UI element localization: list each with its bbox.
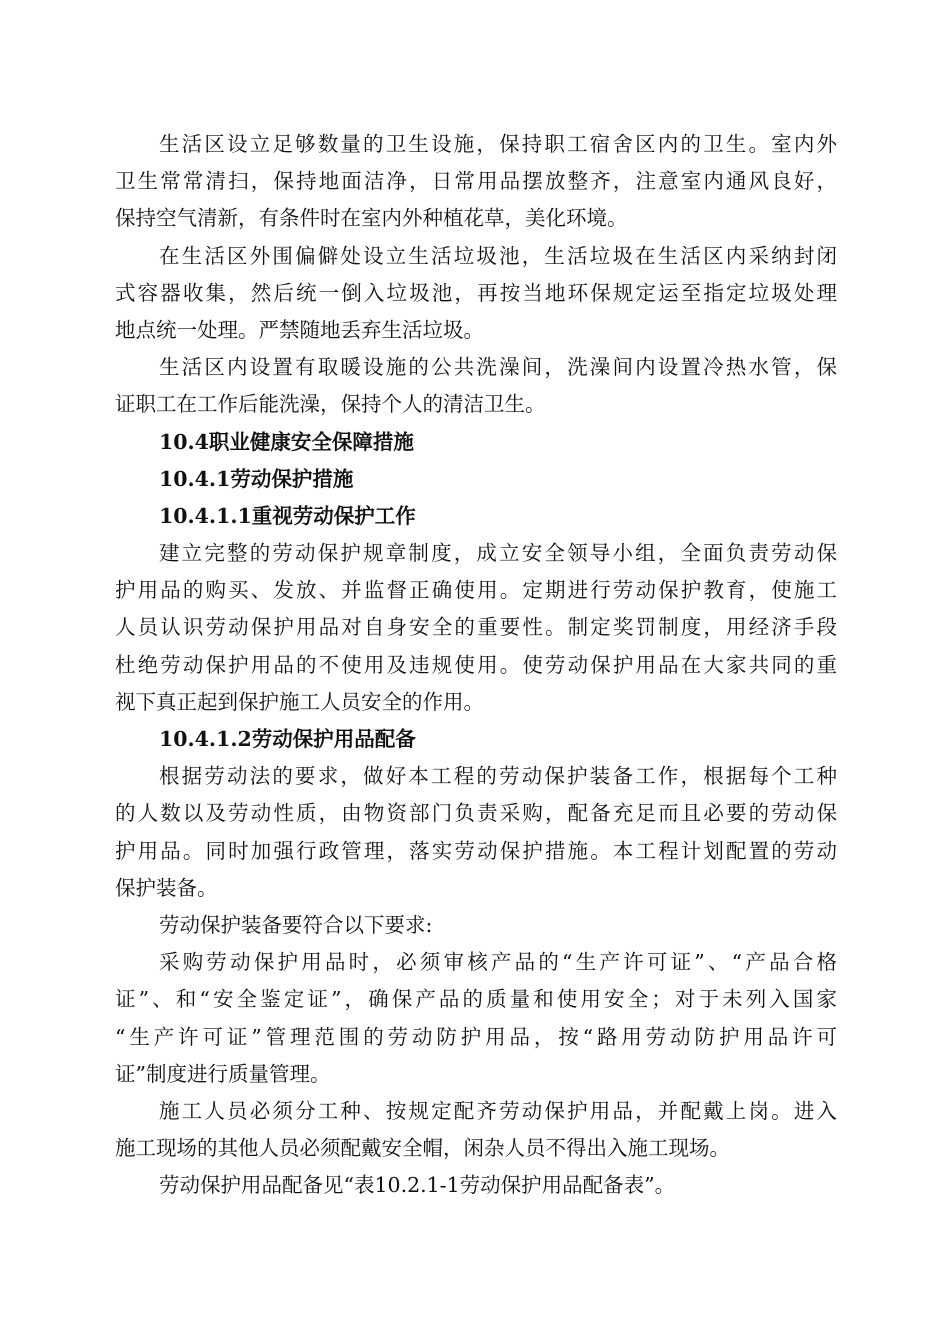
text-line: 的人数以及劳动性质，由物资部门负责采购，配备充足而且必要的劳动保 <box>115 801 837 826</box>
text-line: 施工人员必须分工种、按规定配齐劳动保护用品，并配戴上岗。进入 <box>159 1098 837 1123</box>
text-line: 劳动保护装备要符合以下要求: <box>159 912 433 937</box>
text-line: 地点统一处理。严禁随地丢弃生活垃圾。 <box>115 317 484 342</box>
text-line: 保护装备。 <box>115 875 218 900</box>
paragraph <box>115 1167 837 1204</box>
text-line: 在生活区外围偏僻处设立生活垃圾池，生活垃圾在生活区内采纳封闭 <box>159 243 837 268</box>
paragraph <box>115 1093 837 1167</box>
paragraph <box>115 758 837 907</box>
text-line: 护用品的购买、发放、并监督正确使用。定期进行劳动保护教育，使施工 <box>115 578 837 603</box>
text-line: “生产许可证”管理范围的劳动防护用品，按“路用劳动防护用品许可 <box>115 1024 837 1049</box>
paragraph <box>115 944 837 1093</box>
text-line: 视下真正起到保护施工人员安全的作用。 <box>115 689 484 714</box>
text-line: 保持空气清新，有条件时在室内外种植花草，美化环境。 <box>115 206 628 231</box>
text-line: 生活区设立足够数量的卫生设施，保持职工宿舍区内的卫生。室内外 <box>159 132 837 156</box>
text-line: 证”、和“安全鉴定证”，确保产品的质量和使用安全；对于未列入国家 <box>115 987 837 1012</box>
text-line: 式容器收集，然后统一倒入垃圾池，再按当地环保规定运至指定垃圾处理 <box>115 280 837 305</box>
paragraph <box>115 535 837 721</box>
section-heading: 10.4.1.1重视劳动保护工作 <box>159 503 416 528</box>
section-heading: 10.4.1.2劳动保护用品配备 <box>159 727 416 751</box>
text-line: 施工现场的其他人员必须配戴安全帽，闲杂人员不得出入施工现场。 <box>115 1136 730 1161</box>
text-line: 人员认识劳动保护用品对自身安全的重要性。制定奖罚制度，用经济手段 <box>115 615 837 640</box>
document-body <box>115 126 837 1204</box>
text-line: 生活区内设置有取暖设施的公共洗澡间，洗澡间内设置冷热水管，保 <box>159 355 837 380</box>
text-line: 证”制度进行质量管理。 <box>115 1061 331 1086</box>
paragraph <box>115 126 837 238</box>
text-line: 证职工在工作后能洗澡，保持个人的清洁卫生。 <box>115 392 546 417</box>
paragraph <box>115 349 837 423</box>
section-heading: 10.4职业健康安全保障措施 <box>159 429 414 454</box>
text-line: 劳动保护用品配备见“表10.2.1-1劳动保护用品配备表”。 <box>159 1173 676 1198</box>
text-line: 采购劳动保护用品时，必须审核产品的“生产许可证”、“产品合格 <box>159 950 837 975</box>
text-line: 卫生常常清扫，保持地面洁净，日常用品摆放整齐，注意室内通风良好， <box>115 169 837 194</box>
text-line: 根据劳动法的要求，做好本工程的劳动保护装备工作，根据每个工种 <box>159 764 837 789</box>
section-heading: 10.4.1劳动保护措施 <box>159 466 354 491</box>
paragraph <box>115 907 837 944</box>
text-line: 杜绝劳动保护用品的不使用及违规使用。使劳动保护用品在大家共同的重 <box>115 652 837 677</box>
text-line: 护用品。同时加强行政管理，落实劳动保护措施。本工程计划配置的劳动 <box>115 838 837 863</box>
text-line: 建立完整的劳动保护规章制度，成立安全领导小组，全面负责劳动保 <box>159 541 837 566</box>
paragraph <box>115 238 837 350</box>
